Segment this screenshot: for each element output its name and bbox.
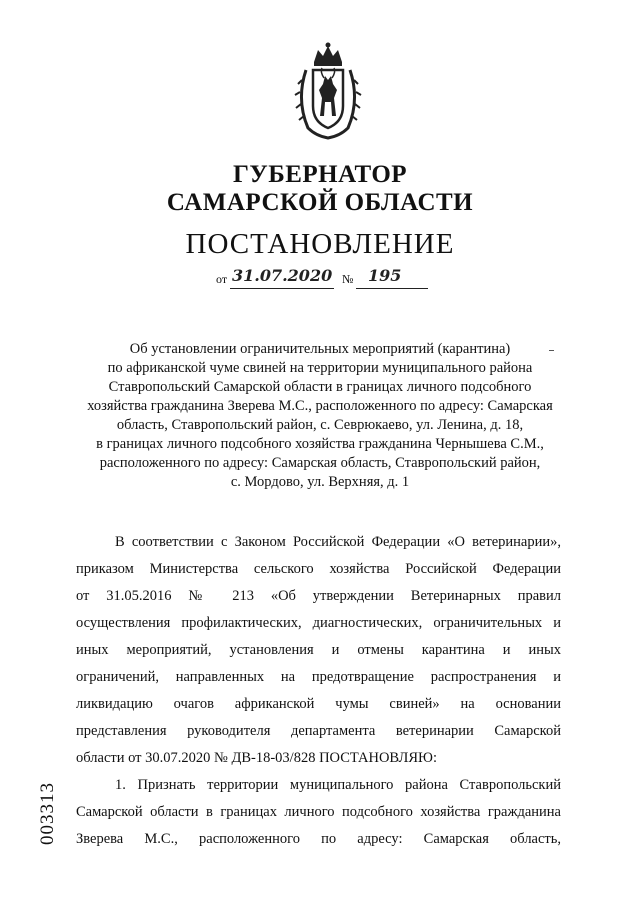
subject-line: в границах личного подсобного хозяйства гражданина Чернышева С.М., (96, 436, 544, 452)
body-line: области от 30.07.2020 № ДВ-18-03/828 ПОСТАНОВЛЯЮ: (76, 750, 437, 766)
subject-line: расположенного по адресу: Самарская область, Ставропольский район, (99, 455, 541, 471)
body-line: Зверева М.С., расположенного по адресу: Самарская область, (76, 831, 561, 847)
body-line: иных мероприятий, установления и отмены карантина и иных (76, 642, 561, 658)
subject-line: Ставропольский Самарской области в границах личного подсобного (108, 379, 532, 395)
date-prefix: от (216, 272, 228, 286)
body-line: Самарской области в границах личного подсобного хозяйства гражданина (76, 804, 561, 820)
document-type: ПОСТАНОВЛЕНИЕ (185, 228, 455, 260)
number-sign: № (342, 272, 354, 286)
body-line: В соответствии с Законом Российской Федерации «О ветеринарии», (115, 534, 561, 550)
subject-line: с. Мордово, ул. Верхняя, д. 1 (230, 474, 410, 490)
subject-line: Об установлении ограничительных мероприятий (карантина) (129, 341, 511, 357)
date-underline (230, 288, 334, 289)
authority-title-line1: ГУБЕРНАТОР (232, 161, 408, 188)
coat-of-arms-icon (292, 40, 364, 140)
number-underline (356, 288, 428, 289)
subject-line: хозяйства гражданина Зверева М.С., расположенного по адресу: Самарская (87, 398, 553, 414)
document-number: 195 (368, 266, 402, 285)
body-line: осуществления профилактических, диагностических, ограничительных и (76, 615, 561, 631)
registration-stamp-number: 003313 (37, 782, 58, 845)
body-line: ликвидацию очагов африканской чумы свиней» на основании (76, 696, 561, 712)
body-line: от 31.05.2016 № 213 «Об утверждении Ветеринарных правил (76, 588, 561, 604)
authority-title-line2: САМАРСКОЙ ОБЛАСТИ (166, 189, 474, 216)
body-line: представления руководителя департамента ветеринарии Самарской (76, 723, 561, 739)
body-line: 1. Признать территории муниципального района Ставропольский (115, 777, 561, 793)
document-subject (60, 340, 580, 492)
body-line: приказом Министерства сельского хозяйства Российской Федерации (76, 561, 561, 577)
body-line: ограничений, направленных на предотвращение распространения и (76, 669, 561, 685)
subject-line: по африканской чуме свиней на территории муниципального района (107, 360, 533, 376)
subject-line: область, Ставропольский район, с. Севрюкаево, ул. Ленина, д. 18, (116, 417, 524, 433)
document-date: 31.07.2020 (232, 266, 333, 285)
